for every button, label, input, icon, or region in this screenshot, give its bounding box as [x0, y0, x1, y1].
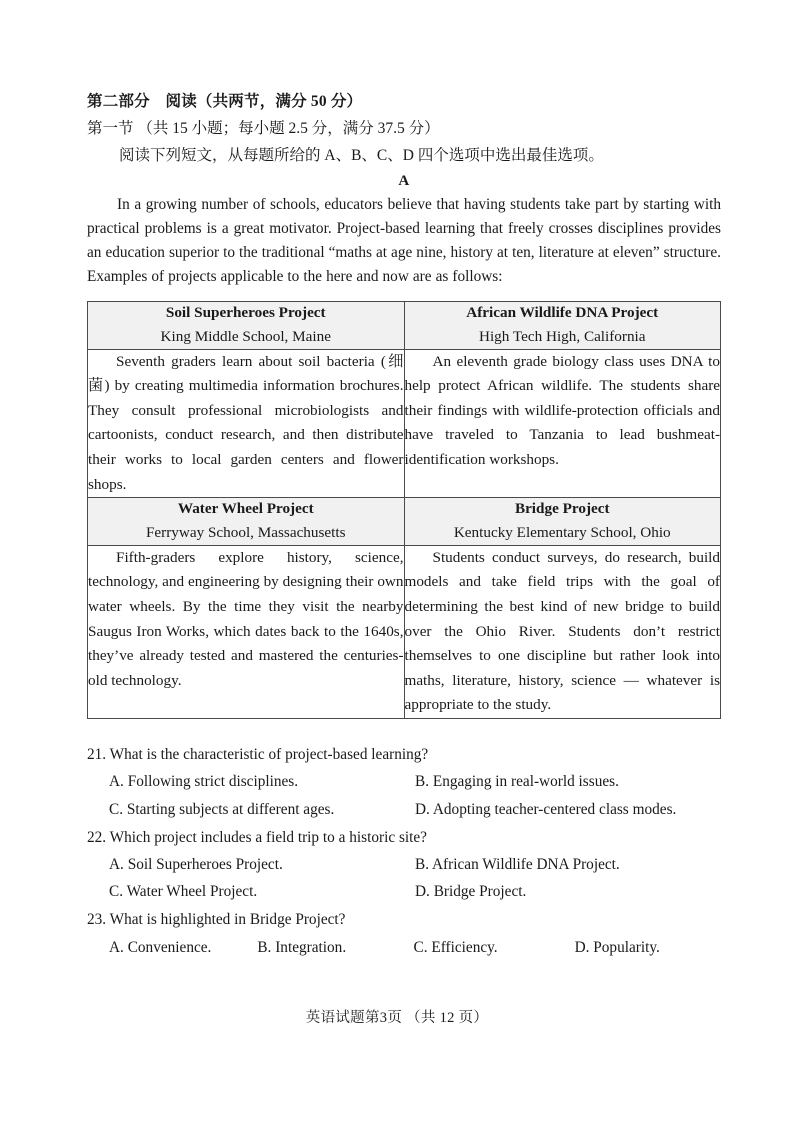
- question-stem: 23. What is highlighted in Bridge Project?: [87, 911, 346, 929]
- option-c[interactable]: C. Starting subjects at different ages.: [109, 800, 335, 818]
- project-description: Seventh graders learn about soil bacteria (细菌) by creating multimedia information brochures. They consult professional microbiologists and cartoonists, conduct research, and then distribute their works to local garden centers and flower shops.: [88, 352, 404, 493]
- project-school: King Middle School, Maine: [160, 328, 331, 346]
- table-body-cell-water-wheel: [88, 545, 405, 718]
- table-row: [88, 349, 721, 498]
- option-a[interactable]: A. Convenience.: [109, 938, 212, 956]
- option-d[interactable]: D. Bridge Project.: [415, 883, 527, 901]
- table-header-cell-bridge: [404, 498, 721, 545]
- table-body-cell-african-wildlife-dna: [404, 349, 721, 498]
- page-footer: [0, 1008, 794, 1028]
- project-name: Water Wheel Project: [177, 500, 314, 518]
- option-b[interactable]: B. Engaging in real-world issues.: [415, 773, 619, 791]
- reading-instruction: 阅读下列短文，从每题所给的 A、B、C、D 四个选项中选出最佳选项。: [119, 146, 604, 164]
- option-a[interactable]: A. Following strict disciplines.: [109, 773, 299, 791]
- project-school: Kentucky Elementary School, Ohio: [453, 524, 671, 542]
- section-title: 第二部分 阅读（共两节，满分 50 分）: [87, 93, 363, 110]
- question-21: [87, 741, 721, 823]
- option-d[interactable]: D. Adopting teacher-centered class modes.: [415, 800, 677, 818]
- project-school: Ferryway School, Massachusetts: [145, 524, 346, 542]
- project-description: Fifth-graders explore history, science, technology, and engineering by designing their own water wheels. By the time they visit the nearby Saugus Iron Works, which dates back to the 1640s, they’ve already tested and mastered the centuries-old technology.: [88, 548, 404, 689]
- project-description: An eleventh grade biology class uses DNA to help protect African wildlife. The students share their findings with wildlife-protection officials and have traveled to Tanzania to lead bushmeat-identification workshops.: [404, 352, 720, 469]
- option-row: [87, 878, 721, 905]
- option-c[interactable]: C. Water Wheel Project.: [109, 883, 258, 901]
- option-a[interactable]: A. Soil Superheroes Project.: [109, 855, 283, 873]
- option-row: [87, 796, 721, 823]
- option-c[interactable]: C. Efficiency.: [413, 938, 498, 956]
- question-23: [87, 906, 721, 960]
- option-b[interactable]: B. African Wildlife DNA Project.: [415, 855, 620, 873]
- table-header-row: [88, 498, 721, 545]
- project-name: Soil Superheroes Project: [165, 304, 326, 322]
- table-body-cell-soil-superheroes: [88, 349, 405, 498]
- table-header-row: [88, 302, 721, 349]
- project-school: High Tech High, California: [478, 328, 646, 346]
- option-row: [87, 934, 721, 961]
- table-body-cell-bridge: [404, 545, 721, 718]
- option-row: [87, 851, 721, 878]
- project-name: Bridge Project: [514, 500, 610, 518]
- passage-letter: A: [398, 172, 410, 189]
- projects-table: [87, 301, 721, 719]
- question-stem: 22. Which project includes a field trip to a historic site?: [87, 828, 427, 846]
- questions-list: [87, 741, 721, 961]
- table-row: [88, 545, 721, 718]
- question-22: [87, 824, 721, 906]
- option-d[interactable]: D. Popularity.: [574, 938, 660, 956]
- question-stem: 21. What is the characteristic of project-based learning?: [87, 746, 429, 764]
- footer-page-label: 英语试题第3页 （共 12 页）: [305, 1010, 489, 1026]
- option-b[interactable]: B. Integration.: [257, 938, 347, 956]
- project-description: Students conduct surveys, do research, build models and take field trips with the goal of determining the best kind of new bridge to build over the Ohio River. Students don’t restrict themselves to one discipline but rather look into maths, literature, history, science — whatever is appropriate to the study.: [404, 548, 720, 714]
- passage-intro-paragraph: In a growing number of schools, educators believe that having students take part by starting with practical problems is a great motivator. Project-based learning that freely crosses disciplines provides an education superior to the traditional “maths at age nine, history at ten, literature at eleven” structure. Examples of projects applicable to the here and now are as follows:: [87, 195, 721, 286]
- table-header-cell-soil-superheroes: [88, 302, 405, 349]
- page-content: [87, 90, 721, 962]
- option-row: [87, 768, 721, 795]
- table-header-cell-african-wildlife-dna: [404, 302, 721, 349]
- part-title: 第一节 （共 15 小题；每小题 2.5 分，满分 37.5 分）: [87, 120, 440, 138]
- project-name: African Wildlife DNA Project: [466, 304, 659, 322]
- table-header-cell-water-wheel: [88, 498, 405, 545]
